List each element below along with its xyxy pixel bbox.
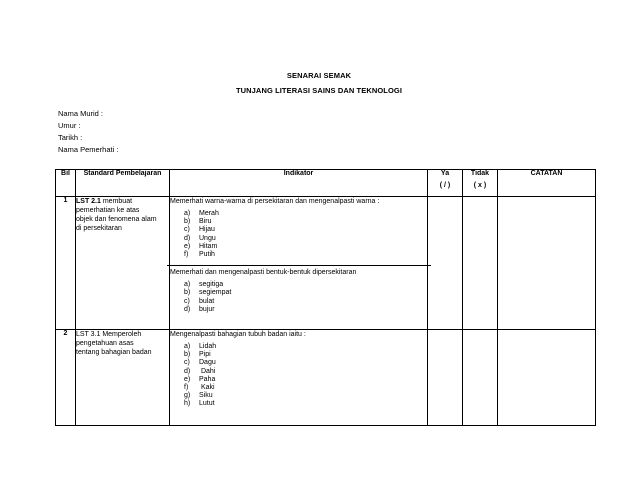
checklist-table [55, 169, 596, 426]
standard-text: LST 3.1 Memperoleh [76, 331, 142, 338]
tidak-cell[interactable] [463, 197, 498, 330]
catatan-cell[interactable] [498, 330, 596, 426]
header-standard: Standard Pembelajaran [76, 170, 170, 197]
row-bil: 2 [56, 330, 76, 426]
ya-cell[interactable] [428, 197, 463, 330]
standard-text: objek dan fenomena alam [76, 216, 157, 223]
list-item: a) Merah [184, 210, 219, 217]
header-ya-label: Ya [440, 170, 450, 177]
list-item: e) Paha [184, 375, 216, 383]
list-item: c) Dagu [184, 359, 216, 367]
table-row [56, 330, 596, 426]
header-catatan: CATATAN [498, 170, 596, 197]
row-indikator [170, 330, 428, 426]
list-item: g) Siku [184, 392, 213, 400]
standard-code: LST 2.1 [76, 198, 101, 205]
standard-text: pengetahuan asas [76, 340, 134, 347]
indicator-question: Mengenalpasti bahagian tubuh badan iaitu : [170, 331, 306, 338]
option-list [170, 210, 427, 259]
field-tarikh: Tarikh : [58, 133, 83, 142]
ya-cell[interactable] [428, 330, 463, 426]
field-nama-pemerhati: Nama Pemerhati : [58, 145, 119, 154]
header-tidak-label: Tidak [470, 170, 490, 177]
row-standard [76, 330, 170, 426]
list-item: d) Dahi [184, 367, 216, 375]
field-nama-murid: Nama Murid : [58, 109, 104, 118]
indicator-section [167, 265, 431, 318]
list-item: a) Lidah [184, 343, 217, 350]
header-tidak-sub: ( x ) [473, 182, 487, 189]
standard-text: membuat [100, 198, 133, 205]
standard-text: tentang bahagian badan [76, 349, 152, 356]
header-bil: Bil [56, 170, 76, 197]
standard-text: pemerhatian ke atas [76, 207, 140, 214]
field-umur: Umur : [58, 121, 81, 130]
document-title: SENARAI SEMAK [286, 71, 352, 80]
header-ya [428, 170, 463, 197]
option-list [170, 281, 427, 314]
list-item: c) bulat [184, 297, 215, 305]
list-item: b) segiempat [184, 289, 232, 297]
option-list [170, 343, 427, 409]
list-item: b) Pipi [184, 351, 211, 359]
row-standard [76, 197, 170, 330]
list-item: f) Putih [184, 251, 215, 259]
list-item: c) Hijau [184, 226, 215, 234]
row-indikator [170, 197, 428, 330]
tidak-cell[interactable] [463, 330, 498, 426]
list-item: b) Biru [184, 218, 212, 226]
list-item: h) Lutut [184, 400, 215, 408]
indicator-question: Memerhati dan mengenalpasti bentuk-bentuk dipersekitaran [170, 269, 357, 277]
document-subtitle: TUNJANG LITERASI SAINS DAN TEKNOLOGI [235, 86, 403, 95]
table-row [56, 197, 596, 330]
table-header-row [56, 170, 596, 197]
indicator-question: Memerhati warna-warna di persekitaran dan mengenalpasti warna : [170, 198, 380, 205]
list-item: f) Kaki [184, 384, 215, 392]
header-ya-sub: ( / ) [439, 182, 451, 189]
header-tidak [463, 170, 498, 197]
catatan-cell[interactable] [498, 197, 596, 330]
list-item: d) bujur [184, 305, 215, 313]
row-bil: 1 [56, 197, 76, 330]
list-item: e) Hitam [184, 242, 218, 250]
standard-text: di persekitaran [76, 225, 122, 232]
list-item: d) Ungu [184, 234, 216, 242]
list-item: a) segitiga [184, 281, 224, 289]
header-indikator: Indikator [170, 170, 428, 197]
